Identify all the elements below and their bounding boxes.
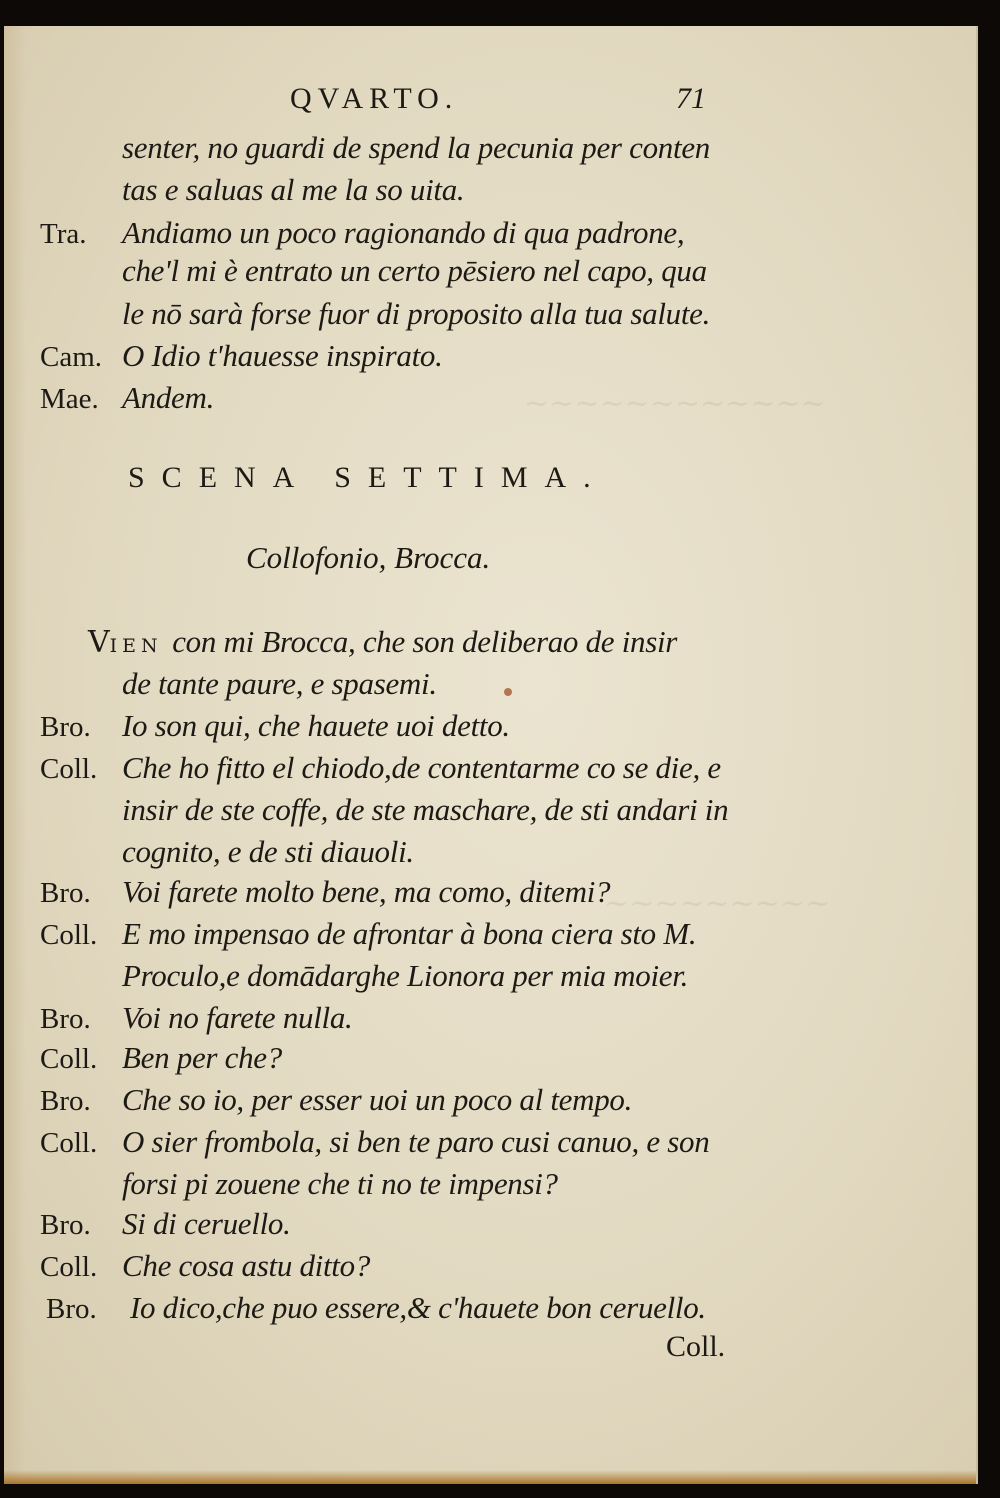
line-text: insir de ste coffe, de ste maschare, de sti andari in — [122, 792, 729, 827]
dialogue-line — [40, 378, 214, 419]
ink-speck — [504, 688, 512, 696]
line-text: tas e saluas al me la so uita. — [122, 172, 465, 207]
line-text: Voi no farete nulla. — [122, 1000, 353, 1035]
speaker-label: Mae. — [40, 383, 99, 415]
dialogue-line — [40, 213, 684, 254]
dialogue-line — [40, 790, 728, 831]
scene-heading: SCENA SETTIMA. — [128, 461, 608, 494]
dialogue-line — [40, 1122, 709, 1163]
speaker-label: Coll. — [40, 1127, 98, 1159]
line-text: le nō sarà forse fuor di proposito alla tua salute. — [122, 296, 711, 331]
line-text: Si di ceruello. — [122, 1206, 291, 1241]
speaker-label: Bro. — [40, 1085, 91, 1117]
line-text: O Idio t'hauesse inspirato. — [122, 338, 443, 373]
line-text: cognito, e de sti diauoli. — [122, 834, 414, 869]
line-text: Io dico,che puo essere,& c'hauete bon ceruello. — [130, 1290, 706, 1325]
dialogue-line — [40, 1164, 558, 1205]
dialogue-line — [40, 1080, 632, 1121]
speaker-label: Tra. — [40, 218, 87, 250]
line-text: Andiamo un poco ragionando di qua padrone, — [122, 215, 685, 250]
dialogue-line — [40, 832, 414, 873]
speaker-label: Bro. — [40, 711, 91, 743]
dialogue-line — [40, 336, 443, 377]
show-through-ink: ~~~~~~~~~ — [604, 886, 831, 921]
dialogue-line — [40, 251, 707, 292]
dialogue-line — [40, 872, 610, 913]
dialogue-line — [40, 294, 710, 335]
dialogue-line — [40, 914, 696, 955]
dialogue-line — [40, 1246, 370, 1287]
line-text: forsi pi zouene che ti no te impensi? — [122, 1166, 558, 1201]
speaker-label: Coll. — [40, 753, 98, 785]
speaker-label: Coll. — [40, 919, 98, 951]
line-text: con mi Brocca, che son deliberao de insir — [172, 624, 678, 659]
speaker-label: Coll. — [40, 1251, 98, 1283]
dialogue-line — [46, 1288, 706, 1329]
speaker-label: Bro. — [40, 1003, 91, 1035]
line-text: Che so io, per esser uoi un poco al tempo. — [122, 1082, 633, 1117]
dialogue-line — [40, 998, 353, 1039]
initial-letter: V — [88, 625, 110, 660]
scene-opening-line — [88, 622, 677, 666]
line-text: Che ho fitto el chiodo,de contentarme co se die, e — [122, 750, 721, 785]
dialogue-line — [122, 664, 437, 705]
dialogue-line — [40, 1038, 282, 1079]
speaker-label: Bro. — [46, 1293, 97, 1325]
speaker-label: Cam. — [40, 341, 103, 373]
line-text: E mo impensao de afrontar à bona ciera sto M. — [122, 916, 697, 951]
catchword: Coll. — [666, 1330, 726, 1363]
line-text: Ben per che? — [122, 1040, 282, 1075]
dialogue-line — [40, 748, 721, 789]
line-text: Voi farete molto bene, ma como, ditemi? — [122, 874, 611, 909]
line-text: O sier frombola, si ben te paro cusi canuo, e son — [122, 1124, 710, 1159]
page-number: 71 — [676, 82, 706, 115]
line-text: de tante paure, e spasemi. — [122, 666, 437, 701]
line-text: che'l mi è entrato un certo pēsiero nel capo, qua — [122, 253, 707, 288]
speaker-label: Bro. — [40, 877, 91, 909]
page-edge-stain — [4, 1470, 976, 1484]
line-text: Io son qui, che hauete uoi detto. — [122, 708, 510, 743]
dialogue-line — [40, 128, 710, 169]
line-text: Andem. — [122, 380, 215, 415]
dialogue-line — [40, 1204, 291, 1245]
speaker-label: Bro. — [40, 1209, 91, 1241]
running-head: QVARTO. — [290, 82, 459, 115]
opening-smallcaps: IEN — [109, 635, 163, 657]
scene-characters: Collofonio, Brocca. — [246, 540, 491, 575]
line-text: Che cosa astu ditto? — [122, 1248, 371, 1283]
gutter-shadow — [4, 26, 26, 1484]
speaker-label: Coll. — [40, 1043, 98, 1075]
dialogue-line — [40, 956, 688, 997]
line-text: senter, no guardi de spend la pecunia per conten — [122, 130, 710, 165]
line-text: Proculo,e domādarghe Lionora per mia moier. — [122, 958, 689, 993]
dialogue-line — [40, 706, 510, 747]
show-through-ink: ~~~~~~~~~~~~ — [524, 386, 826, 421]
dialogue-line — [40, 170, 464, 211]
